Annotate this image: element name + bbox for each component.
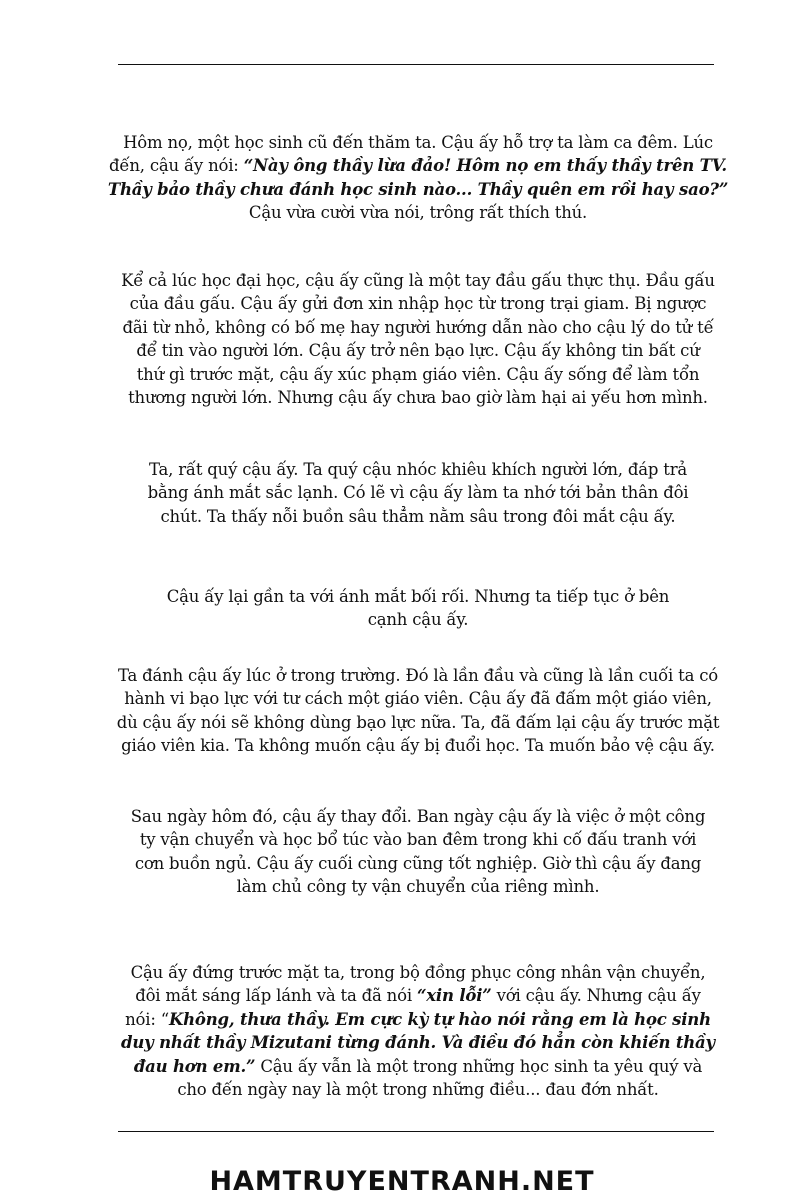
narration-text: nói: “ [125,1009,169,1029]
text-line [100,664,736,687]
narration-text: giáo viên kia. Ta không muốn cậu ấy bị đuổi học. Ta muốn bảo vệ cậu ấy. [121,736,715,756]
text-line [100,984,736,1007]
text-line [100,339,736,362]
narration-text: bằng ánh mắt sắc lạnh. Có lẽ vì cậu ấy làm ta nhớ tới bản thân đôi [147,483,689,503]
narration-text: thương người lớn. Nhưng cậu ấy chưa bao giờ làm hại ai yếu hơn mình. [128,388,708,408]
text-line [100,875,736,898]
text-line [100,363,736,386]
narration-text: của đầu gấu. Cậu ấy gửi đơn xin nhập học từ trong trại giam. Bị ngược [129,294,707,314]
quoted-speech: đau hơn em.” [133,1056,256,1076]
text-line [100,201,736,224]
text-line [100,805,736,828]
text-line [100,154,736,177]
narration-text: Hôm nọ, một học sinh cũ đến thăm ta. Cậu ấy hỗ trợ ta làm ca đêm. Lúc [123,133,713,152]
paragraph-5 [100,664,736,758]
quoted-speech: Không, thưa thầy. Em cực kỳ tự hào nói rằng em là học sinh [168,1009,711,1029]
narration-text: Cậu ấy vẫn là một trong những học sinh ta yêu quý và [255,1056,703,1076]
text-line [100,1055,736,1078]
paragraph-6 [100,805,736,899]
text-line [100,687,736,710]
narration-text: Cậu ấy lại gần ta với ánh mắt bối rối. Nhưng ta tiếp tục ở bên [166,587,670,606]
narration-text: cơn buồn ngủ. Cậu ấy cuối cùng cũng tốt nghiệp. Giờ thì cậu ấy đang [134,853,702,873]
narration-text: dù cậu ấy nói sẽ không dùng bạo lực nữa. Ta, đã đấm lại cậu ấy trước mặt [116,712,720,732]
narration-text: hành vi bạo lực với tư cách một giáo viên. Cậu ấy đã đấm một giáo viên, [124,689,712,709]
text-line [100,178,736,201]
text-line [100,458,736,481]
narration-text: cạnh cậu ấy. [367,610,469,630]
paragraph-4 [100,585,736,632]
text-line [100,852,736,875]
text-line [100,711,736,734]
narration-text: đôi mắt sáng lấp lánh và ta đã nói [135,986,417,1006]
text-line [100,386,736,409]
narration-text: thứ gì trước mặt, cậu ấy xúc phạm giáo viên. Cậu ấy sống để làm tổn [136,364,700,384]
text-line [100,961,736,984]
text-line [100,1031,736,1054]
text-line [100,131,736,154]
paragraph-3 [100,458,736,528]
narration-text: Cậu vừa cười vừa nói, trông rất thích thú. [248,203,588,223]
quoted-speech: duy nhất thầy Mizutani từng đánh. Và điều đó hẳn còn khiến thầy [121,1033,715,1053]
text-line [100,828,736,851]
narration-text: chút. Ta thấy nỗi buồn sâu thẳm nằm sâu trong đôi mắt cậu ấy. [160,506,676,526]
text-line [100,585,736,608]
narration-text: cho đến ngày nay là một trong những điều... đau đớn nhất. [177,1080,659,1100]
narration-text: Ta đánh cậu ấy lúc ở trong trường. Đó là lần đầu và cũng là lần cuối ta có [117,666,719,685]
text-line [100,734,736,757]
text-line [100,481,736,504]
quoted-speech: “xin lỗi” [416,986,492,1006]
text-line [100,505,736,528]
bottom-divider [118,1131,714,1132]
text-line [100,316,736,339]
paragraph-7 [100,961,736,1101]
narration-text: đãi từ nhỏ, không có bố mẹ hay người hướng dẫn nào cho cậu lý do tử tế [122,317,714,337]
narration-text: làm chủ công ty vận chuyển của riêng mình. [236,877,600,897]
quoted-speech: “Này ông thầy lừa đảo! Hôm nọ em thấy thầy trên TV. [243,156,727,176]
narration-text: đến, cậu ấy nói: [109,156,244,176]
text-line [100,1078,736,1101]
narration-text: Ta, rất quý cậu ấy. Ta quý cậu nhóc khiêu khích người lớn, đáp trả [148,460,688,479]
narration-text: Cậu ấy đứng trước mặt ta, trong bộ đồng phục công nhân vận chuyển, [130,963,706,982]
text-line [100,269,736,292]
narration-text: với cậu ấy. Nhưng cậu ấy [491,986,701,1006]
top-divider [118,64,714,65]
paragraph-2 [100,269,736,409]
narration-text: ty vận chuyển và học bổ túc vào ban đêm trong khi cố đấu tranh với [139,830,697,850]
narration-text: để tin vào người lớn. Cậu ấy trở nên bạo lực. Cậu ấy không tin bất cứ [136,341,700,361]
text-line [100,1008,736,1031]
quoted-speech: Thầy bảo thầy chưa đánh học sinh nào... Thầy quên em rồi hay sao?” [107,179,729,199]
paragraph-1 [100,131,736,225]
narration-text: Kể cả lúc học đại học, cậu ấy cũng là một tay đầu gấu thực thụ. Đầu gấu [121,271,715,290]
site-watermark: HAMTRUYENTRANH.NET [209,1166,595,1197]
text-line [100,292,736,315]
narration-text: Sau ngày hôm đó, cậu ấy thay đổi. Ban ngày cậu ấy là việc ở một công [130,807,706,826]
text-line [100,608,736,631]
